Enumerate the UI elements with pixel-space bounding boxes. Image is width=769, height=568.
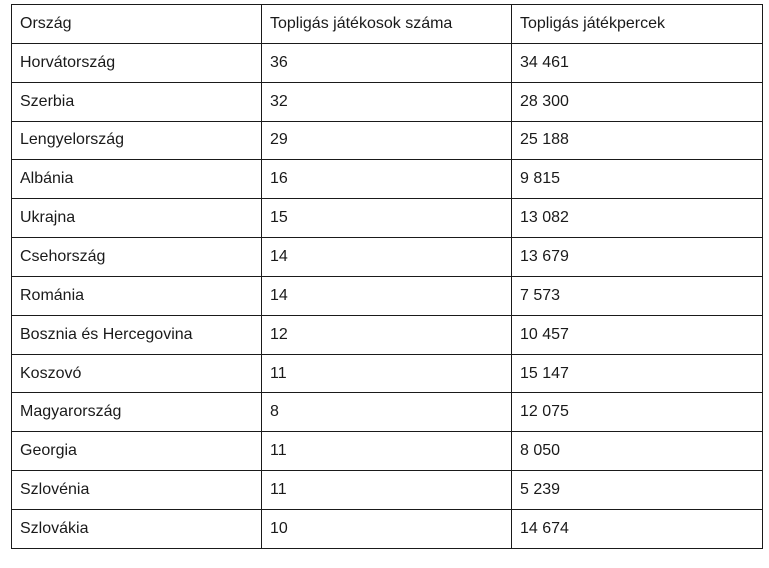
- table-row: [12, 199, 763, 238]
- cell-country: Lengyelország: [12, 121, 262, 160]
- cell-minutes: 28 300: [512, 82, 763, 121]
- cell-players: 15: [262, 199, 512, 238]
- cell-players: 11: [262, 354, 512, 393]
- cell-country: Horvátország: [12, 43, 262, 82]
- cell-minutes: 10 457: [512, 315, 763, 354]
- cell-minutes: 12 075: [512, 393, 763, 432]
- cell-players: 32: [262, 82, 512, 121]
- cell-minutes: 7 573: [512, 276, 763, 315]
- cell-players: 14: [262, 276, 512, 315]
- cell-country: Csehország: [12, 238, 262, 277]
- table-row: [12, 393, 763, 432]
- cell-players: 8: [262, 393, 512, 432]
- cell-country: Albánia: [12, 160, 262, 199]
- header-country: Ország: [12, 5, 262, 44]
- cell-players: 11: [262, 471, 512, 510]
- cell-country: Szlovákia: [12, 509, 262, 548]
- cell-players: 16: [262, 160, 512, 199]
- cell-players: 29: [262, 121, 512, 160]
- table-row: [12, 43, 763, 82]
- table-row: [12, 160, 763, 199]
- cell-country: Georgia: [12, 432, 262, 471]
- table-row: [12, 354, 763, 393]
- table-row: [12, 276, 763, 315]
- header-minutes: Topligás játékpercek: [512, 5, 763, 44]
- table-row: [12, 121, 763, 160]
- cell-minutes: 15 147: [512, 354, 763, 393]
- cell-minutes: 14 674: [512, 509, 763, 548]
- table-row: [12, 509, 763, 548]
- cell-country: Románia: [12, 276, 262, 315]
- cell-players: 10: [262, 509, 512, 548]
- cell-players: 36: [262, 43, 512, 82]
- cell-country: Szerbia: [12, 82, 262, 121]
- table-row: [12, 471, 763, 510]
- cell-minutes: 8 050: [512, 432, 763, 471]
- cell-minutes: 34 461: [512, 43, 763, 82]
- table-row: [12, 238, 763, 277]
- cell-minutes: 13 082: [512, 199, 763, 238]
- cell-country: Magyarország: [12, 393, 262, 432]
- country-stats-table: [11, 4, 763, 549]
- cell-players: 12: [262, 315, 512, 354]
- header-players: Topligás játékosok száma: [262, 5, 512, 44]
- cell-minutes: 13 679: [512, 238, 763, 277]
- table-row: [12, 315, 763, 354]
- cell-country: Szlovénia: [12, 471, 262, 510]
- header-row: [12, 5, 763, 44]
- cell-country: Bosznia és Hercegovina: [12, 315, 262, 354]
- table-row: [12, 82, 763, 121]
- table-row: [12, 432, 763, 471]
- cell-players: 14: [262, 238, 512, 277]
- cell-players: 11: [262, 432, 512, 471]
- cell-minutes: 25 188: [512, 121, 763, 160]
- cell-country: Koszovó: [12, 354, 262, 393]
- cell-minutes: 5 239: [512, 471, 763, 510]
- cell-country: Ukrajna: [12, 199, 262, 238]
- table-container: [11, 4, 763, 549]
- cell-minutes: 9 815: [512, 160, 763, 199]
